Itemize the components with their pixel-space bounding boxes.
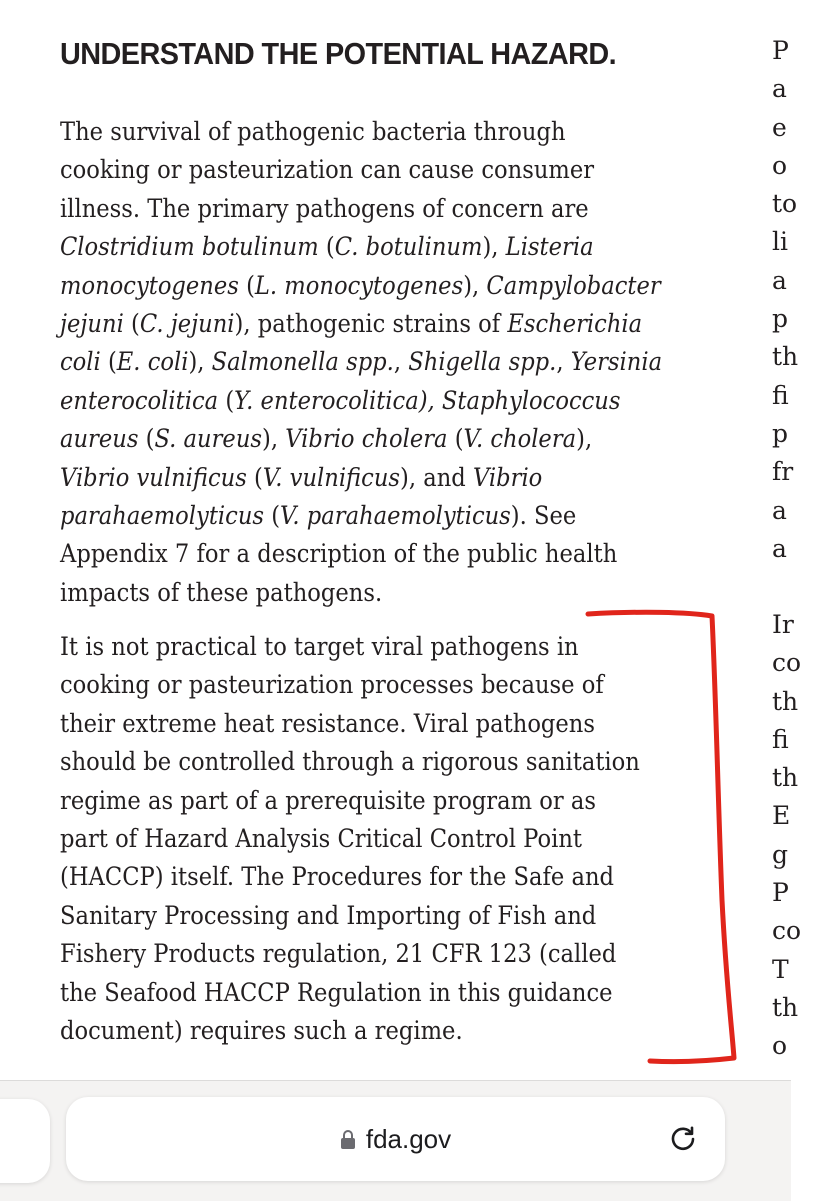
column-fragment: P	[772, 878, 789, 908]
text-run: The survival of pathogenic bacteria through	[60, 117, 566, 146]
italic-text-run: enterocolitica	[60, 385, 219, 415]
browser-toolbar	[0, 1080, 791, 1201]
text-run: illness. The primary pathogens of concern are	[60, 193, 589, 223]
text-line	[60, 190, 684, 228]
column-fragment: o	[772, 150, 788, 180]
text-run: ),	[463, 270, 487, 300]
column-fragment: p	[772, 418, 789, 448]
text-run: impacts of these pathogens.	[60, 577, 383, 607]
text-line	[60, 228, 684, 266]
text-line	[60, 151, 684, 189]
column-fragment: th	[772, 342, 799, 372]
italic-text-run: Vibrio vulnificus	[60, 462, 247, 492]
italic-text-run: Listeria	[505, 232, 594, 262]
text-line: regime as part of a prerequisite program or as	[60, 785, 596, 815]
column-fragment: fi	[772, 724, 789, 754]
column-fragment: to	[772, 189, 798, 219]
text-run: (	[218, 385, 235, 415]
column-fragment: co	[772, 648, 802, 678]
text-line	[60, 305, 684, 343]
italic-text-run: C. jejuni	[139, 308, 235, 338]
text-line	[60, 382, 684, 420]
text-run: ). See	[510, 500, 577, 530]
text-run: (	[447, 424, 464, 454]
italic-text-run: L. monocytogenes	[254, 270, 464, 300]
column-fragment: p	[772, 304, 789, 334]
text-line: Sanitary Processing and Importing of Fish and	[60, 900, 597, 930]
text-line	[60, 267, 684, 305]
text-line	[60, 113, 684, 151]
text-line: should be controlled through a rigorous sanitation	[60, 747, 640, 777]
text-run: (	[318, 232, 335, 262]
text-line: cooking or pasteurization processes because of	[60, 670, 604, 700]
text-line: document) requires such a regime.	[60, 1015, 463, 1045]
column-fragment: a	[772, 74, 787, 104]
text-line	[60, 497, 684, 535]
italic-text-run: jejuni	[60, 308, 124, 338]
url-display	[66, 1097, 725, 1181]
text-run: ),	[261, 424, 286, 454]
text-run: ),	[188, 347, 212, 377]
adjacent-column-bottom	[772, 606, 832, 1066]
column-fragment: E	[772, 801, 791, 831]
text-run: ), and	[400, 462, 473, 492]
italic-text-run: Shigella spp.	[408, 347, 557, 377]
text-line: Fishery Products regulation, 21 CFR 123 (called	[60, 939, 617, 969]
column-fragment: e	[772, 112, 787, 142]
text-run: Appendix 7 for a description of the public health	[60, 539, 618, 569]
text-line	[60, 574, 684, 612]
column-fragment: fr	[772, 457, 794, 487]
text-run: ), pathogenic strains of	[234, 308, 508, 338]
column-fragment: o	[772, 1031, 788, 1061]
paragraph-viral-pathogens	[60, 628, 750, 1050]
adjacent-column-top	[772, 32, 832, 568]
text-run: ),	[576, 424, 593, 454]
italic-text-run: Yersinia	[570, 347, 663, 377]
address-bar[interactable]	[66, 1097, 725, 1181]
italic-text-run: E. coli	[116, 347, 189, 377]
column-fragment: P	[772, 36, 789, 65]
text-line: their extreme heat resistance. Viral pathogens	[60, 708, 595, 738]
section-heading: UNDERSTAND THE POTENTIAL HAZARD.	[60, 36, 617, 71]
italic-text-run: S. aureus	[154, 424, 262, 454]
italic-text-run: V. cholera	[463, 424, 577, 454]
text-line: part of Hazard Analysis Critical Control Point	[60, 823, 583, 853]
column-fragment: co	[772, 916, 802, 946]
italic-text-run: Clostridium botulinum	[60, 232, 319, 262]
paragraph-pathogens	[60, 113, 750, 612]
text-run: ,	[393, 347, 409, 377]
tab-switcher-button[interactable]	[0, 1099, 50, 1183]
lock-icon	[340, 1128, 356, 1150]
italic-text-run: Y. enterocolitica), Staphylococcus	[234, 385, 621, 415]
column-fragment: Ir	[772, 610, 794, 639]
column-fragment: li	[772, 227, 788, 257]
italic-text-run: Vibrio cholera	[285, 424, 448, 454]
column-fragment: a	[772, 265, 787, 295]
italic-text-run: coli	[60, 347, 101, 377]
text-line: the Seafood HACCP Regulation in this guidance	[60, 977, 613, 1007]
column-fragment: g	[772, 839, 789, 869]
column-fragment: th	[772, 686, 799, 716]
column-fragment: a	[772, 533, 787, 563]
text-line	[60, 535, 684, 573]
italic-text-run: V. vulnificus	[262, 462, 401, 492]
text-run: (	[238, 270, 255, 300]
text-line: (HACCP) itself. The Procedures for the Safe and	[60, 862, 615, 892]
text-run: ,	[556, 347, 571, 377]
column-fragment: th	[772, 992, 799, 1022]
text-line	[60, 343, 684, 381]
italic-text-run: Vibrio	[472, 462, 543, 492]
text-run: cooking or pasteurization can cause consumer	[60, 155, 595, 185]
italic-text-run: V. parahaemolyticus	[280, 500, 511, 530]
italic-text-run: Campylobacter	[486, 270, 661, 300]
italic-text-run: C. botulinum	[334, 232, 483, 262]
text-run: ),	[482, 232, 506, 262]
italic-text-run: aureus	[60, 424, 139, 454]
text-run: (	[246, 462, 263, 492]
column-fragment: T	[772, 954, 789, 984]
column-fragment: a	[772, 495, 787, 525]
url-text: fda.gov	[365, 1123, 452, 1154]
text-run: (	[138, 424, 155, 454]
italic-text-run: Escherichia	[507, 308, 643, 338]
italic-text-run: Salmonella spp.	[211, 347, 394, 377]
text-run: (	[264, 500, 281, 530]
reload-icon[interactable]	[667, 1122, 699, 1154]
italic-text-run: monocytogenes	[60, 270, 239, 300]
text-run: (	[123, 308, 140, 338]
column-fragment: fi	[772, 380, 789, 410]
italic-text-run: parahaemolyticus	[60, 500, 265, 530]
text-line	[60, 420, 684, 458]
text-line: It is not practical to target viral pathogens in	[60, 632, 579, 661]
text-line	[60, 459, 684, 497]
column-fragment: th	[772, 763, 799, 793]
text-run: (	[100, 347, 117, 377]
